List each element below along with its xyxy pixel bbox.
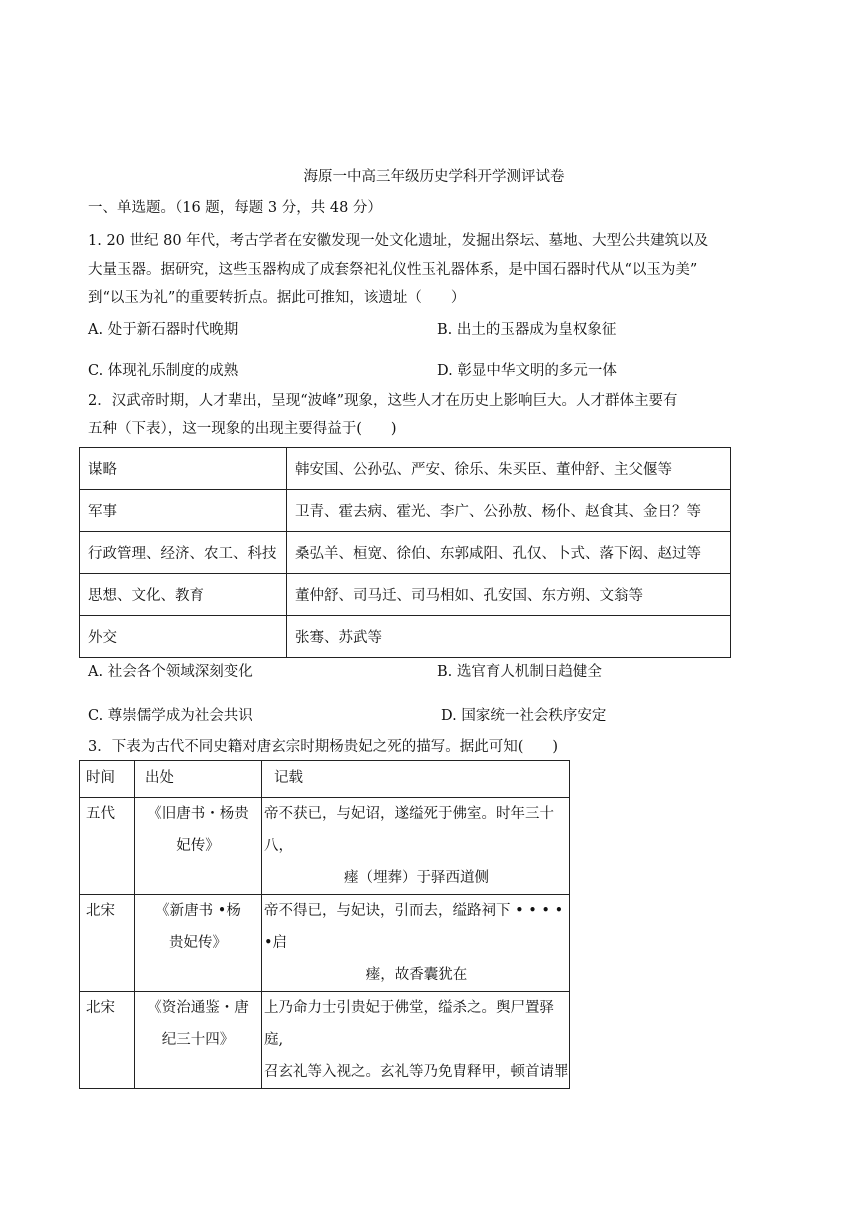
table-row: [80, 895, 570, 992]
talent-category: 行政管理、经济、农工、科技: [80, 532, 287, 574]
talent-category: 军事: [80, 490, 287, 532]
q2-line-2: 五种（下表），这一现象的出现主要得益于( ): [88, 421, 397, 437]
q1-option-c: C. 体现礼乐制度的成熟: [88, 363, 239, 379]
row-source: [135, 798, 262, 895]
talent-category: 谋略: [80, 448, 287, 490]
row-record: [262, 895, 570, 992]
row-record: [262, 992, 570, 1089]
row-record: [262, 798, 570, 895]
source-line: 妃传》: [176, 838, 220, 854]
table-row: [80, 798, 570, 895]
row-time: 北宋: [80, 895, 135, 992]
table-row: [80, 448, 731, 490]
table-row: [80, 532, 731, 574]
record-line: 帝不获已，与妃诏，遂缢死于佛室。时年三十八，: [264, 806, 554, 854]
q2-line-1: 2．汉武帝时期，人才辈出，呈现“波峰”现象，这些人才在历史上影响巨大。人才群体主要有: [88, 393, 678, 409]
q3-line: 3．下表为古代不同史籍对唐玄宗时期杨贵妃之死的描写。据此可知( ): [88, 739, 559, 755]
record-line: 上乃命力士引贵妃于佛堂，缢杀之。舆尸置驿庭,: [264, 1000, 554, 1048]
q1-line-1: 1. 20 世纪 80 年代，考古学者在安徽发现一处文化遗址，发掘出祭坛、墓地、大型公共建筑以及: [88, 233, 709, 249]
record-line: 召玄礼等入视之。玄礼等乃免胄释甲，顿首请罪: [264, 1064, 569, 1080]
source-line: 纪三十四》: [161, 1032, 235, 1048]
q2-option-c: C. 尊崇儒学成为社会共识: [88, 708, 253, 724]
q2-option-b: B. 选官育人机制日趋健全: [437, 664, 602, 680]
talent-names: 董仲舒、司马迁、司马相如、孔安国、东方朔、文翁等: [287, 574, 731, 616]
row-time: 北宋: [80, 992, 135, 1089]
yang-guifei-table: [79, 760, 570, 1089]
table-row: [80, 490, 731, 532]
record-line: 瘗，故香囊犹在: [365, 967, 468, 983]
q1-line-2: 大量玉器。据研究，这些玉器构成了成套祭祀礼仪性玉礼器体系，是中国石器时代从“以玉为美”: [88, 262, 698, 278]
record-line: 瘗（埋葬）于驿西道侧: [344, 870, 489, 886]
q1-option-d: D. 彰显中华文明的多元一体: [437, 363, 617, 379]
talent-table: [79, 447, 731, 658]
row-time: 五代: [80, 798, 135, 895]
q2-option-a: A. 社会各个领域深刻变化: [88, 664, 253, 680]
source-line: 《新唐书 •杨: [155, 903, 241, 919]
table-header-row: [80, 761, 570, 798]
talent-category: 思想、文化、教育: [80, 574, 287, 616]
section-heading: 一、单选题。（16 题，每题 3 分，共 48 分）: [88, 200, 382, 216]
q2-option-d: D. 国家统一社会秩序安定: [441, 708, 607, 724]
source-line: 《旧唐书・杨贵: [147, 806, 249, 822]
talent-names: 卫青、霍去病、霍光、李广、公孙敖、杨仆、赵食其、金日？等: [287, 490, 731, 532]
header-source: 出处: [135, 761, 262, 798]
q1-line-3: 到“以玉为礼”的重要转折点。据此可推知，该遗址（ ）: [88, 290, 466, 306]
talent-names: 韩安国、公孙弘、严安、徐乐、朱买臣、董仲舒、主父偃等: [287, 448, 731, 490]
row-source: [135, 895, 262, 992]
talent-category: 外交: [80, 616, 287, 658]
header-time: 时间: [80, 761, 135, 798]
page-title: 海原一中高三年级历史学科开学测评试卷: [303, 169, 565, 185]
talent-names: 张骞、苏武等: [287, 616, 731, 658]
q1-option-a: A. 处于新石器时代晚期: [88, 322, 239, 338]
talent-names: 桑弘羊、桓宽、徐伯、东郭咸阳、孔仅、卜式、落下闳、赵过等: [287, 532, 731, 574]
table-row: [80, 616, 731, 658]
table-row: [80, 574, 731, 616]
table-row: [80, 992, 570, 1089]
q1-option-b: B. 出土的玉器成为皇权象征: [437, 322, 617, 338]
row-source: [135, 992, 262, 1089]
source-line: 《资治通鉴・唐: [147, 1000, 249, 1016]
record-line: 帝不得已，与妃诀，引而去，缢路祠下 • • • • •启: [264, 903, 564, 951]
source-line: 贵妃传》: [169, 935, 227, 951]
header-record: 记载: [262, 761, 570, 798]
